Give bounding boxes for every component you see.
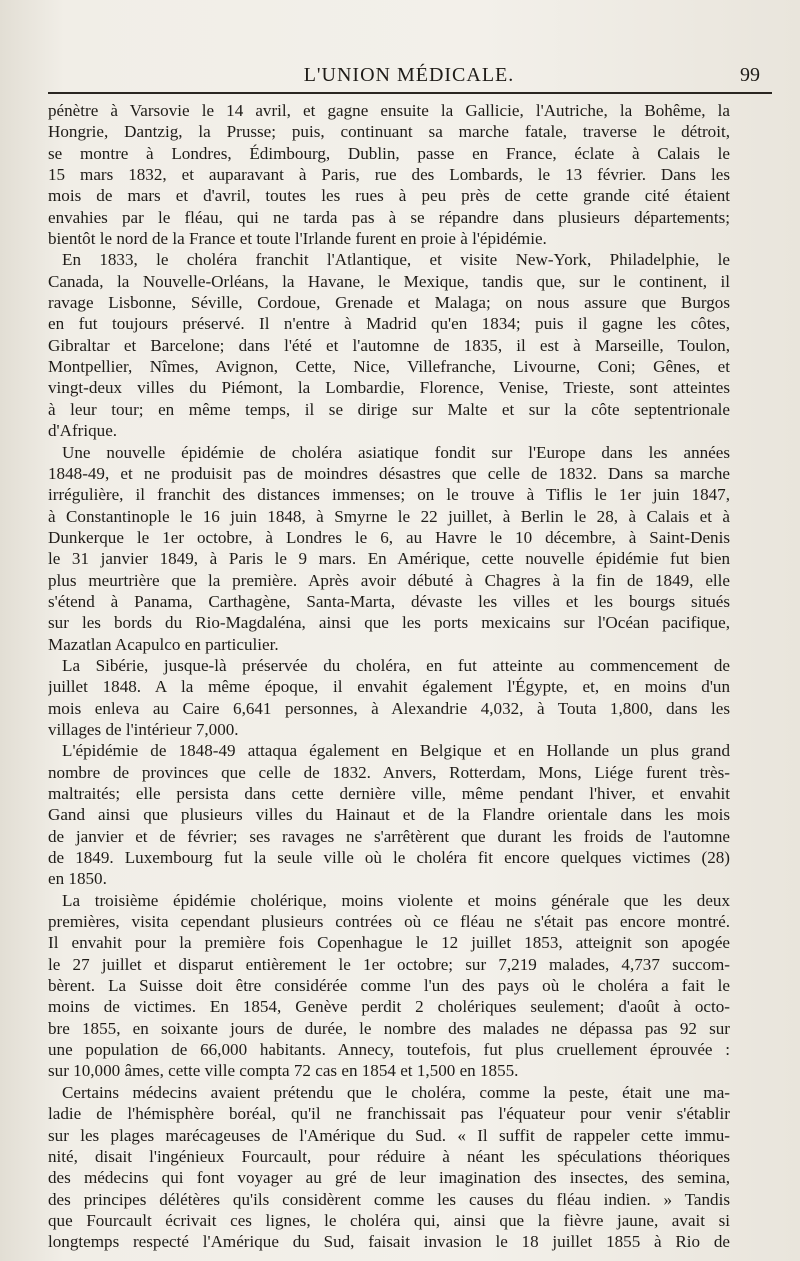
text-line: longtemps respecté l'Amérique du Sud, faisait invasion le 18 juillet 1855 à Rio de [48,1232,730,1252]
text-line: Montpellier, Nîmes, Avignon, Cette, Nice, Villefranche, Livourne, Coni; Gênes, et [48,357,730,377]
text-line: bèrent. La Suisse doit être considérée comme l'un des pays où le choléra a fait le [48,976,730,996]
text-line: en fut toujours préservé. Il n'entre à Madrid qu'en 1834; puis il gagne les côtes, [48,314,730,334]
paragraph [48,100,730,249]
text-line: bientôt le nord de la France et toute l'Irlande furent en proie à l'épidémie. [48,229,547,249]
text-line: ladie de l'hémisphère boréal, qu'il ne franchissait pas l'équateur pour venir s'établir [48,1104,730,1124]
text-line: se montre à Londres, Édimbourg, Dublin, passe en France, éclate à Calais le [48,143,730,163]
paragraph [48,740,730,889]
paragraph [48,1082,730,1253]
journal-title: L'UNION MÉDICALE. [303,64,515,86]
text-line: nombre de provinces que celle de 1832. Anvers, Rotterdam, Mons, Liége furent très- [48,762,730,782]
page-number: 99 [740,64,760,86]
text-line: s'étend à Panama, Carthagène, Santa-Marta, dévaste les villes et les bourgs situés [48,591,730,611]
paragraph [48,655,730,740]
text-line: en 1850. [48,869,107,889]
text-line: envahies par le fléau, qui ne tarda pas à se répandre dans plusieurs départements; [48,207,730,227]
text-line: nité, disait l'ingénieux Fourcault, pour réduire à néant les spéculations théoriques [48,1146,730,1166]
text-line: le 27 juillet et disparut entièrement le 1er octobre; sur 7,219 malades, 4,737 succom- [48,954,730,974]
text-line: sur les plages marécageuses de l'Amérique du Sud. « Il suffit de rappeler cette immu- [48,1125,730,1145]
paragraph [48,890,730,1082]
text-line: de 1849. Luxembourg fut la seule ville où le choléra fit encore quelques victimes (28) [48,848,730,868]
text-line: de janvier et de février; ses ravages ne s'arrêtèrent que durant les froids de l'automne [48,826,730,846]
text-line: maltraités; elle persista dans cette dernière ville, même pendant l'hiver, et envahit [48,784,730,803]
text-line: pénètre à Varsovie le 14 avril, et gagne ensuite la Gallicie, l'Autriche, la Bohême, la [48,101,730,120]
text-line: Gand ainsi que plusieurs villes du Hainaut et de la Flandre orientale dans les mois [48,805,730,825]
text-line: des médecins qui font voyager au gré de leur imagination des insectes, des semina, [48,1168,730,1188]
text-line: villages de l'intérieur 7,000. [48,719,239,739]
text-line: 1848-49, et ne produisit pas de moindres désastres que celle de 1832. Dans sa marche [48,463,730,483]
text-line: que Fourcault écrivait ces lignes, le choléra qui, ainsi que la fièvre jaune, avait si [48,1210,730,1230]
text-line: irrégulière, il franchit des distances immenses; on le trouve à Tiflis le 1er juin 1847, [48,485,730,505]
text-line: Hongrie, Dantzig, la Prusse; puis, continuant sa marche fatale, traverse le détroit, [48,122,730,142]
text-line: d'Afrique. [48,421,118,441]
text-line: à leur tour; en même temps, il se dirige sur Malte et sur la côte septentrionale [48,399,730,419]
text-line: En 1833, le choléra franchit l'Atlantique, et visite New-York, Philadelphie, le [62,250,730,270]
text-line: sur 10,000 âmes, cette ville compta 72 cas en 1854 et 1,500 en 1855. [48,1061,519,1081]
paragraph [48,249,730,441]
text-line: mois de mars et d'avril, toutes les rues à peu près de cette grande cité étaient [48,186,730,206]
text-line: ravage Lisbonne, Séville, Cordoue, Grenade et Malaga; on nous assure que Burgos [48,293,730,313]
text-line: Gibraltar et Barcelone; dans l'été et l'automne de 1835, il est à Marseille, Toulon, [48,335,730,355]
text-line: bre 1855, en soixante jours de durée, le nombre des malades ne dépassa pas 92 sur [48,1018,730,1038]
text-line: moins de victimes. En 1854, Genève perdit 2 cholériques seulement; d'août à octo- [48,997,730,1017]
text-line: Une nouvelle épidémie de choléra asiatique fondit sur l'Europe dans les années [62,442,730,462]
text-line: le 31 janvier 1849, à Paris le 9 mars. En Amérique, cette nouvelle épidémie fut bien [48,549,730,569]
text-line: La Sibérie, jusque-là préservée du choléra, en fut atteinte au commencement de [62,655,730,675]
running-header [48,62,770,92]
text-line: plus meurtrière que la première. Après avoir débuté à Chagres à la fin de 1849, elle [48,570,730,590]
text-line: 15 mars 1832, et auparavant à Paris, rue des Lombards, le 13 février. Dans les [48,165,730,185]
text-line: Dunkerque le 1er octobre, à Londres le 6, au Havre le 10 décembre, à Saint-Denis [48,527,730,547]
text-line: sur les bords du Rio-Magdaléna, ainsi que les ports mexicains sur l'Océan pacifique, [48,613,730,633]
text-line: Certains médecins avaient prétendu que le choléra, comme la peste, était une ma- [62,1082,730,1102]
text-line: L'épidémie de 1848-49 attaqua également en Belgique et en Hollande un plus grand [62,741,730,761]
text-line: une population de 66,000 habitants. Annecy, toutefois, fut plus cruellement éprouvée : [48,1040,730,1060]
text-line: vingt-deux villes du Piémont, la Lombardie, Florence, Venise, Trieste, sont atteintes [48,378,730,398]
text-line: Mazatlan Acapulco en particulier. [48,634,279,654]
text-line: mois enleva au Caire 6,641 personnes, à Alexandrie 4,032, à Touta 1,800, dans les [48,698,730,718]
text-line: juillet 1848. A la même époque, il envahit également l'Égypte, et, en moins d'un [48,677,730,697]
text-line: premières, visita cependant plusieurs contrées où ce fléau ne s'était pas encore montré. [48,912,730,932]
text-line: Canada, la Nouvelle-Orléans, la Havane, le Mexique, tandis que, sur le continent, il [48,271,730,291]
body-text [48,100,730,1253]
text-line: La troisième épidémie cholérique, moins violente et moins générale que les deux [62,890,730,910]
text-line: Il envahit pour la première fois Copenhague le 12 juillet 1853, atteignit son apogée [48,933,730,953]
header-rule [48,92,772,94]
paragraph [48,442,730,655]
text-line: à Constantinople le 16 juin 1848, à Smyrne le 22 juillet, à Berlin le 28, à Calais et à [48,506,730,526]
text-line: des principes délétères qu'ils considèrent comme les causes du fléau indien. » Tandis [48,1189,730,1209]
